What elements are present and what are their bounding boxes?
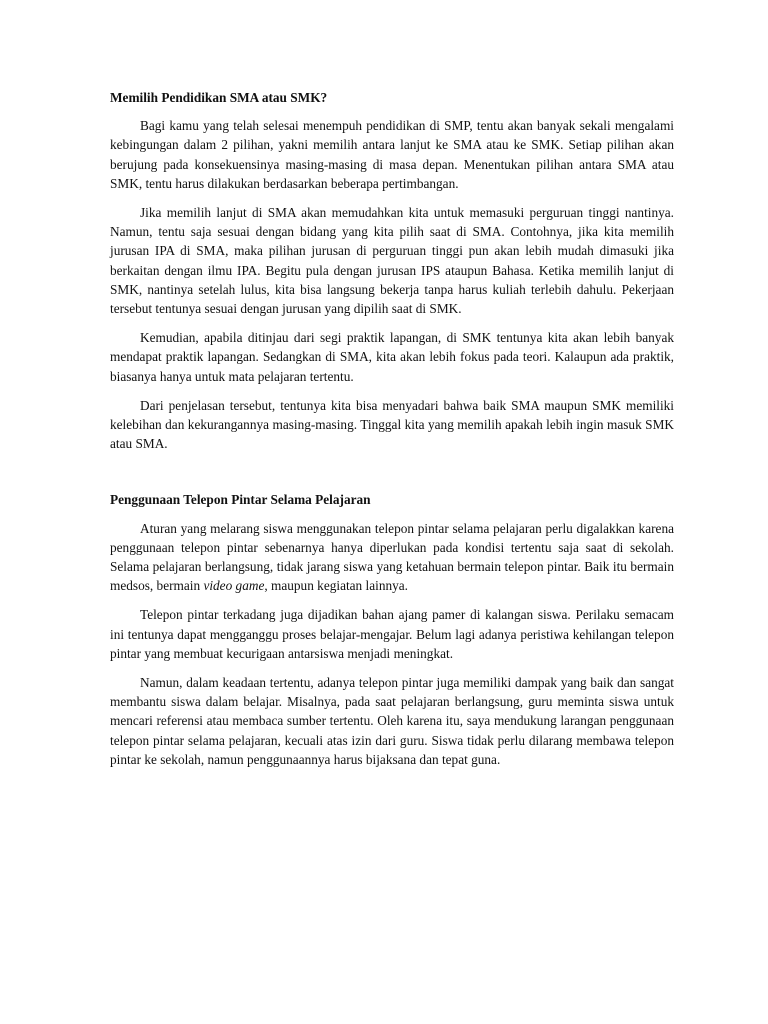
paragraph: Dari penjelasan tersebut, tentunya kita bisa menyadari bahwa baik SMA maupun SMK memiliki kelebihan dan kekurangannya masing-masing. Tinggal kita yang memilih apakah lebih ingin masuk SMK atau SMA. xyxy=(110,397,674,452)
section-title: Penggunaan Telepon Pintar Selama Pelajaran xyxy=(110,492,371,508)
section-title: Memilih Pendidikan SMA atau SMK? xyxy=(110,90,328,105)
italic-term: video game xyxy=(203,578,265,594)
paragraph: Bagi kamu yang telah selesai menempuh pendidikan di SMP, tentu akan banyak sekali mengalami kebingungan dalam 2 pilihan, yakni memilih antara lanjut ke SMA atau ke SMK. Setiap pilihan akan berujung pada konsekuensinya masing-masing di masa depan. Menentukan pilihan antara SMA atau SMK, tentu harus dilakukan berdasarkan beberapa pertimbangan. xyxy=(110,118,674,191)
paragraph: Namun, dalam keadaan tertentu, adanya telepon pintar juga memiliki dampak yang baik dan sangat membantu siswa dalam belajar. Misalnya, pada saat pelajaran berlangsung, guru meminta siswa untuk mencari referensi atau membaca sumber tertentu. Oleh karena itu, saya mendukung larangan penggunaan telepon pintar selama pelajaran, kecuali atas izin dari guru. Siswa tidak perlu dilarang membawa telepon pintar ke sekolah, namun penggunaannya harus bijaksana dan tepat guna. xyxy=(110,675,674,767)
paragraph-text: Aturan yang melarang siswa menggunakan telepon pintar selama pelajaran perlu digalakkan karena penggunaan telepon pintar sebenarnya hanya diperlukan pada kondisi tertentu saja saat di sekolah. Selama pelajaran berlangsung, tidak jarang siswa yang ketahuan bermain telepon pintar. Baik itu bermain medsos, bermain xyxy=(110,520,674,594)
section-telepon-pintar xyxy=(110,490,674,769)
section-sma-smk xyxy=(110,88,674,453)
document-body xyxy=(110,88,674,779)
paragraph: Kemudian, apabila ditinjau dari segi praktik lapangan, di SMK tentunya kita akan lebih banyak mendapat praktik lapangan. Sedangkan di SMA, kita akan lebih fokus pada teori. Kalaupun ada praktik, biasanya hanya untuk mata pelajaran tertentu. xyxy=(110,330,674,384)
paragraph-text: , maupun kegiatan lainnya. xyxy=(264,578,408,594)
section-spacer xyxy=(110,463,674,490)
paragraph: Telepon pintar terkadang juga dijadikan bahan ajang pamer di kalangan siswa. Perilaku semacam ini tentunya dapat mengganggu proses belajar-mengajar. Belum lagi adanya peristiwa kehilangan telepon pintar yang membuat kecurigaan antarsiswa menjadi meningkat. xyxy=(110,607,674,661)
paragraph: Jika memilih lanjut di SMA akan memudahkan kita untuk memasuki perguruan tinggi nantinya. Namun, tentu saja sesuai dengan bidang yang kita pilih saat di SMA. Contohnya, jika kita memilih jurusan IPA di SMA, maka pilihan jurusan di perguruan tinggi pun akan lebih mudah dimasuki jika berkaitan dengan ilmu IPA. Begitu pula dengan jurusan IPS ataupun Bahasa. Ketika memilih lanjut di SMK, nantinya setelah lulus, kita bisa langsung bekerja tanpa harus kuliah terlebih dahulu. Pekerjaan tersebut tentunya sesuai dengan jurusan yang dipilih saat di SMK. xyxy=(110,205,674,317)
paragraph xyxy=(110,519,674,596)
